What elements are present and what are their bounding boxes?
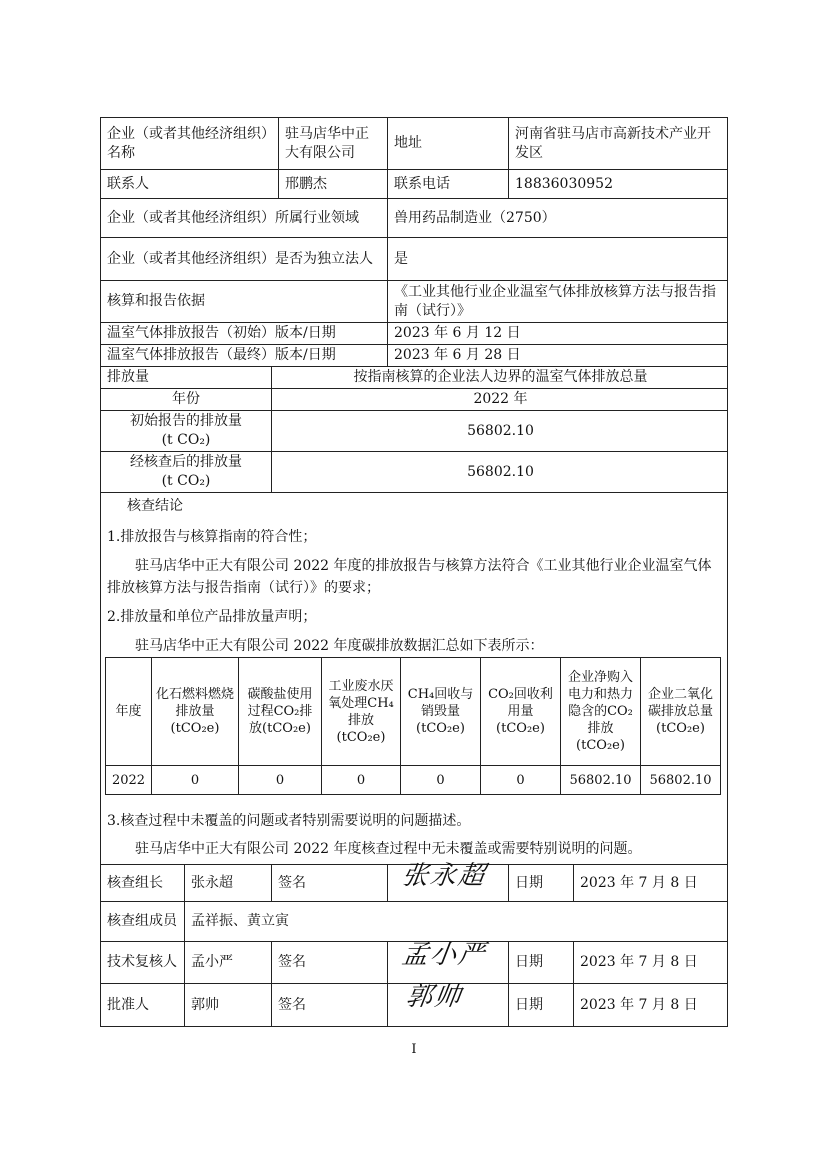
final-report-value: 2023 年 6 月 28 日: [387, 345, 729, 366]
col-header: 工业废水厌氧处理CH₄排放(tCO₂e): [321, 658, 400, 765]
col-header: 企业二氧化碳排放总量(tCO₂e): [640, 658, 720, 765]
reviewer-signature-cell: [387, 942, 508, 983]
reviewer-sign-label: 签名: [271, 942, 387, 983]
row-contact: [101, 170, 727, 199]
table-cell: 56802.10: [560, 766, 640, 794]
row-approver: [101, 984, 727, 1026]
row-verified-emission: [101, 452, 727, 493]
approver-date-label: 日期: [508, 984, 573, 1026]
row-initial-report: [101, 323, 727, 345]
verification-form: [100, 117, 728, 1027]
leader-date-label: 日期: [508, 865, 573, 901]
row-industry: [101, 199, 727, 238]
row-company: [101, 118, 727, 170]
reviewer-name: 孟小严: [184, 942, 271, 983]
section-3-text: 驻马店华中正大有限公司 2022 年度核查过程中无未覆盖或需要特别说明的问题。: [135, 841, 642, 857]
section-2-text: 驻马店华中正大有限公司 2022 年度碳排放数据汇总如下表所示：: [135, 638, 544, 654]
section-2-title: 2.排放量和单位产品排放量声明；: [107, 609, 317, 625]
row-team-leader: [101, 861, 727, 902]
leader-label: 核查组长: [107, 874, 163, 891]
section-1-title: 1.排放报告与核算指南的符合性；: [107, 529, 317, 545]
initial-emission-value: 56802.10: [271, 411, 729, 451]
industry-label: 企业（或者其他经济组织）所属行业领域: [107, 209, 359, 226]
initial-report-label: 温室气体排放报告（初始）版本/日期: [107, 325, 336, 341]
carbon-table-data-row: [106, 766, 720, 794]
table-cell: 0: [400, 766, 480, 794]
table-cell: 0: [480, 766, 560, 794]
leader-signature: 张永超: [399, 861, 489, 891]
year-value: 2022 年: [271, 389, 729, 410]
section-3-title: 3.核查过程中未覆盖的问题或者特别需要说明的问题描述。: [107, 813, 471, 829]
members-value: 孟祥振、黄立寅: [184, 902, 729, 941]
reviewer-signature: 孟小严: [399, 940, 489, 970]
approver-date: 2023 年 7 月 8 日: [573, 984, 729, 1026]
contact-value: 邢鹏杰: [278, 170, 387, 198]
approver-signature-cell: [387, 984, 508, 1026]
col-header: CH₄回收与销毁量(tCO₂e): [400, 658, 480, 765]
leader-date: 2023 年 7 月 8 日: [573, 865, 729, 901]
leader-sign-label: 签名: [271, 865, 387, 901]
row-legal: [101, 238, 727, 281]
approver-signature: 郭帅: [403, 982, 465, 1012]
company-value: 驻马店华中正大有限公司: [278, 118, 387, 169]
col-header: 年度: [115, 704, 142, 719]
legal-label: 企业（或者其他经济组织）是否为独立法人: [107, 250, 373, 267]
table-cell: 0: [321, 766, 400, 794]
basis-value: 《工业其他行业企业温室气体排放核算方法与报告指南（试行）》: [387, 281, 729, 322]
contact-label: 联系人: [107, 175, 149, 192]
industry-value: 兽用药品制造业（2750）: [387, 199, 729, 237]
carbon-data-table: [105, 657, 721, 795]
row-reviewer: [101, 942, 727, 984]
carbon-table-header-row: [106, 658, 720, 766]
address-value: 河南省驻马店市高新技术产业开发区: [508, 118, 729, 169]
initial-emission-label-cell: [101, 411, 271, 451]
table-cell: 2022: [111, 772, 146, 788]
reviewer-label: 技术复核人: [107, 954, 177, 970]
phone-value: 18836030952: [508, 170, 729, 198]
approver-sign-label: 签名: [271, 984, 387, 1026]
row-team-members: [101, 902, 727, 942]
reviewer-date: 2023 年 7 月 8 日: [573, 942, 729, 983]
row-initial-emission: [101, 411, 727, 452]
initial-emission-label: 初始报告的排放量: [130, 413, 242, 429]
col-header: 化石燃料燃烧排放量(tCO₂e): [151, 658, 238, 765]
leader-signature-cell: [387, 861, 508, 901]
row-basis: [101, 281, 727, 323]
table-cell: 0: [151, 766, 238, 794]
legal-value: 是: [387, 238, 729, 280]
company-label: 企业（或者其他经济组织）名称: [107, 125, 268, 161]
address-label: 地址: [387, 118, 508, 169]
verified-emission-label: 经核查后的排放量: [130, 454, 242, 470]
section-1-text: 驻马店华中正大有限公司 2022 年度的排放报告与核算方法符合《工业其他行业企业温室气体排放核算方法与报告指南（试行）》的要求；: [107, 558, 712, 596]
approver-label: 批准人: [107, 996, 149, 1013]
approver-name: 郭帅: [184, 984, 271, 1026]
phone-label: 联系电话: [387, 170, 508, 198]
verified-emission-label-cell: [101, 452, 271, 492]
verified-emission-unit: (t CO₂): [161, 473, 211, 489]
members-label: 核查组成员: [107, 913, 177, 929]
year-label: 年份: [172, 391, 200, 407]
emission-desc: 按指南核算的企业法人边界的温室气体排放总量: [271, 367, 729, 388]
initial-report-value: 2023 年 6 月 12 日: [387, 323, 729, 344]
col-header: 企业净购入电力和热力隐含的CO₂排放(tCO₂e): [560, 658, 640, 765]
row-final-report: [101, 345, 727, 367]
conclusion-title: 核查结论: [127, 498, 183, 514]
final-report-label: 温室气体排放报告（最终）版本/日期: [107, 347, 336, 363]
reviewer-date-label: 日期: [508, 942, 573, 983]
page-number: I: [411, 1042, 417, 1057]
leader-name: 张永超: [184, 865, 271, 901]
table-cell: 0: [238, 766, 321, 794]
col-header: CO₂回收利用量(tCO₂e): [480, 658, 560, 765]
verified-emission-value: 56802.10: [271, 452, 729, 492]
row-emission-header: [101, 367, 727, 389]
table-cell: 56802.10: [640, 766, 720, 794]
col-header: 碳酸盐使用过程CO₂排放(tCO₂e): [238, 658, 321, 765]
row-year: [101, 389, 727, 411]
initial-emission-unit: (t CO₂): [161, 432, 211, 448]
emission-label: 排放量: [107, 369, 149, 385]
basis-label: 核算和报告依据: [107, 293, 205, 309]
